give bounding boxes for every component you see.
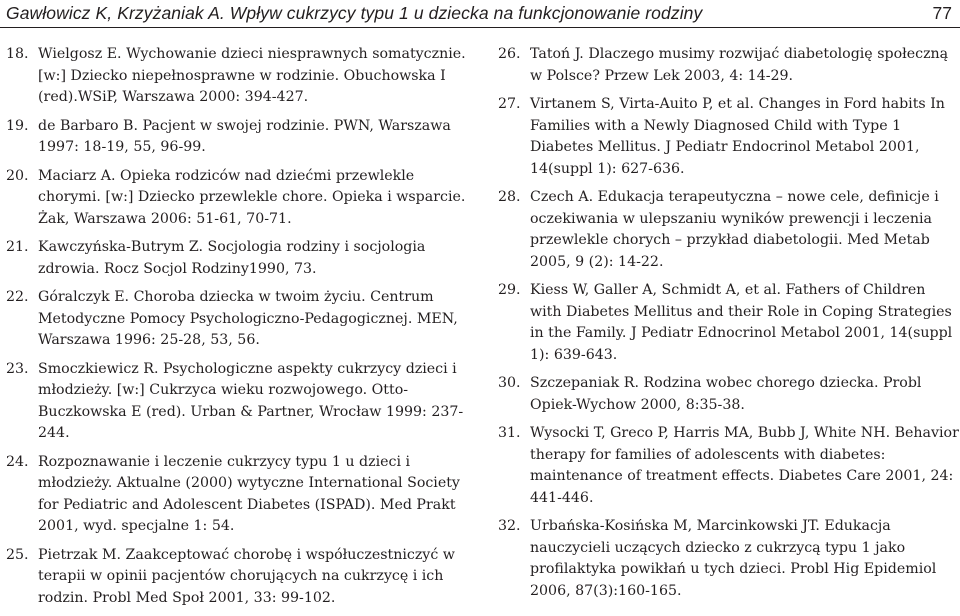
reference-number: 25.	[6, 546, 29, 563]
reference-item	[498, 44, 960, 87]
reference-item	[6, 44, 466, 109]
reference-text: Smoczkiewicz R. Psychologiczne aspekty cukrzycy dzieci i młodzieży. [w:] Cukrzyca wieku rozwojowego. Otto-Buczkowska E (red). Urban & Partner, Wrocław 1999: 237-244.	[38, 360, 464, 441]
reference-text: de Barbaro B. Pacjent w swojej rodzinie. PWN, Warszawa 1997: 18-19, 55, 96-99.	[38, 117, 451, 155]
reference-list-left	[6, 44, 466, 616]
reference-number: 23.	[6, 360, 29, 377]
reference-number: 30.	[498, 375, 521, 391]
reference-item	[6, 359, 466, 445]
running-header	[0, 0, 960, 28]
reference-number: 19.	[6, 117, 29, 134]
reference-item	[6, 545, 466, 610]
reference-item	[6, 166, 466, 231]
reference-text: Pietrzak M. Zaakceptować chorobę i współuczestniczyć w terapii w opinii pacjentów chorujących na cukrzycę i ich rodzin. Probl Med Społ 2001, 33: 99-102.	[38, 546, 455, 606]
running-header-title: Gawłowicz K, Krzyżaniak A. Wpływ cukrzycy typu 1 u dziecka na funkcjonowanie rodziny	[6, 3, 703, 23]
reference-number: 22.	[6, 289, 29, 305]
reference-number: 24.	[6, 453, 29, 470]
page-number: 77	[932, 3, 952, 23]
reference-number: 20.	[6, 167, 29, 184]
reference-item	[6, 237, 466, 280]
reference-item	[498, 423, 960, 509]
reference-text: Urbańska-Kosińska M, Marcinkowski JT. Edukacja nauczycieli uczących dziecko z cukrzycą typu 1 jako profilaktyka powikłań u tych dzieci. Probl Hig Epidemiol 2006, 87(3):160-165.	[530, 518, 937, 599]
reference-number: 26.	[498, 46, 521, 62]
reference-number: 27.	[498, 96, 521, 112]
reference-item	[6, 452, 466, 538]
reference-text: Wielgosz E. Wychowanie dzieci niesprawnych somatycznie. [w:] Dziecko niepełnosprawne w rodzinie. Obuchowska I (red).WSiP, Warszawa 2000: 394-427.	[38, 46, 466, 105]
reference-number: 21.	[6, 239, 29, 255]
reference-text: Góralczyk E. Choroba dziecka w twoim życiu. Centrum Metodyczne Pomocy Psychologiczno-Pedagogicznej. MEN, Warszawa 1996: 25-28, 53, 56.	[38, 289, 458, 348]
reference-text: Kawczyńska-Butrym Z. Socjologia rodziny i socjologia zdrowia. Rocz Socjol Rodziny1990, 73.	[38, 239, 426, 277]
reference-item	[498, 187, 960, 273]
reference-item	[498, 373, 960, 416]
reference-item	[498, 280, 960, 366]
reference-text: Kiess W, Galler A, Schmidt A, et al. Fathers of Children with Diabetes Mellitus and their Role in Coping Strategies in the Family. J Pediatr Ednocrinol Metabol 2001, 14(suppl 1): 639-643.	[530, 282, 953, 363]
reference-item	[498, 94, 960, 180]
reference-text: Wysocki T, Greco P, Harris MA, Bubb J, White NH. Behavior therapy for families of adolescents with diabetes: maintenance of treatment effects. Diabetes Care 2001, 24: 441-446.	[530, 425, 959, 506]
reference-item	[6, 116, 466, 159]
reference-text: Maciarz A. Opieka rodziców nad dziećmi przewlekle chorymi. [w:] Dziecko przewlekle chore. Opieka i wsparcie. Żak, Warszawa 2006: 51-61, 70-71.	[38, 167, 466, 227]
reference-number: 29.	[498, 282, 521, 298]
reference-text: Szczepaniak R. Rodzina wobec chorego dziecka. Probl Opiek-Wychow 2000, 8:35-38.	[530, 375, 922, 413]
reference-item	[6, 287, 466, 352]
reference-number: 18.	[6, 46, 29, 62]
reference-number: 32.	[498, 518, 521, 534]
reference-item	[498, 516, 960, 602]
reference-number: 28.	[498, 189, 521, 205]
reference-text: Tatoń J. Dlaczego musimy rozwijać diabetologię społeczną w Polsce? Przew Lek 2003, 4: 14-29.	[530, 46, 949, 84]
reference-text: Rozpoznawanie i leczenie cukrzycy typu 1 u dzieci i młodzieży. Aktualne (2000) wytyczne International Society for Pediatric and Adolescent Diabetes (ISPAD). Med Prakt 2001, wyd. specjalne 1: 54.	[38, 453, 460, 534]
reference-text: Czech A. Edukacja terapeutyczna – nowe cele, definicje i oczekiwania w ulepszaniu wyników prewencji i leczenia przewlekle chorych – przykład diabetologii. Med Metab 2005, 9 (2): 14-22.	[530, 189, 939, 270]
reference-number: 31.	[498, 425, 521, 441]
reference-list-right	[498, 44, 960, 609]
reference-text: Virtanem S, Virta-Auito P, et al. Changes in Ford habits In Families with a Newly Diagnosed Child with Type 1 Diabetes Mellitus. J Pediatr Endocrinol Metabol 2001, 14(suppl 1): 627-636.	[530, 96, 945, 177]
